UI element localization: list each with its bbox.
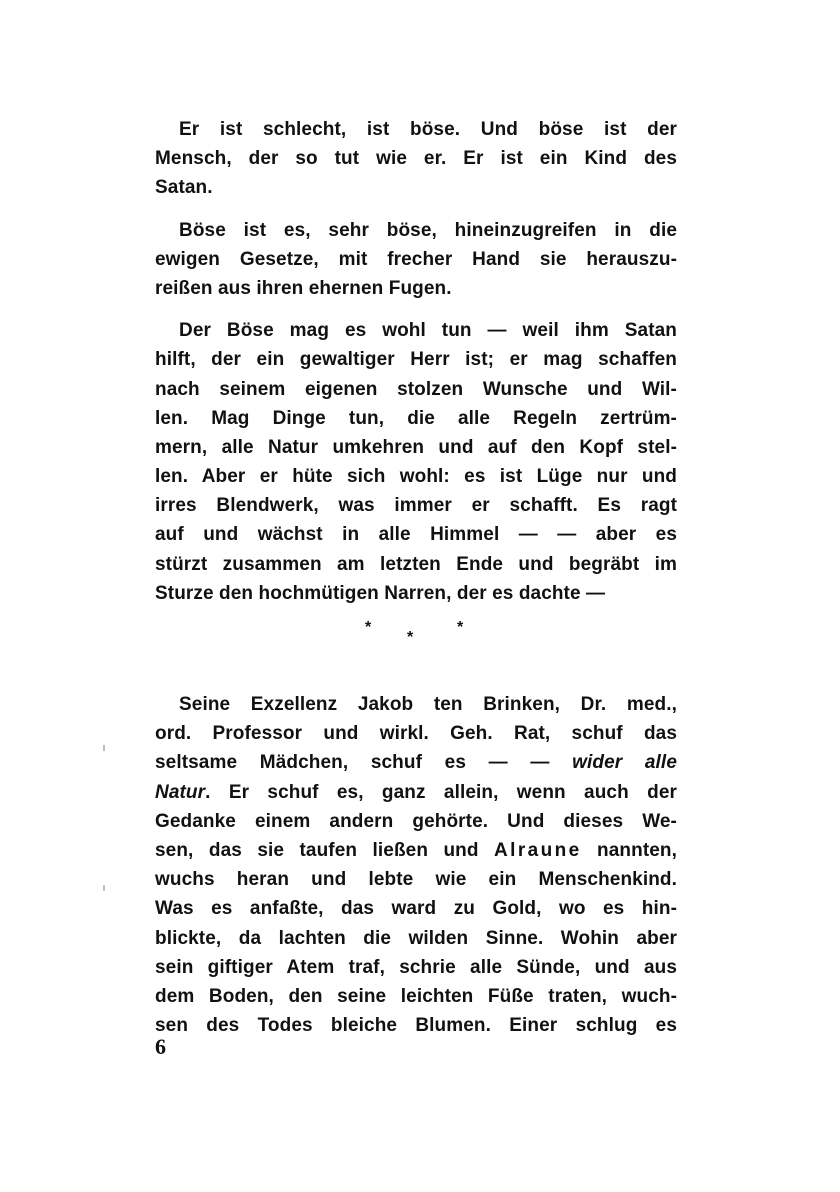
- text-line: irres Blendwerk, was immer er schafft. Es ragt: [155, 495, 677, 517]
- text-line: wuchs heran und lebte wie ein Menschenkind.: [155, 869, 677, 891]
- paragraph-gap: [155, 303, 677, 316]
- text-line: ord. Professor und wirkl. Geh. Rat, schuf das: [155, 723, 677, 745]
- text-line: blickte, da lachten die wilden Sinne. Wohin aber: [155, 927, 677, 949]
- text-line: nach seinem eigenen stolzen Wunsche und Wil-: [155, 378, 677, 400]
- text-line: dem Boden, den seine leichten Füße traten, wuch-: [155, 985, 677, 1007]
- text-line: Er ist schlecht, ist böse. Und böse ist der: [179, 119, 677, 140]
- italic-emphasis: wider alle: [572, 752, 677, 774]
- text-run: sen, das sie taufen ließen und: [155, 839, 495, 861]
- text-line: sein giftiger Atem traf, schrie alle Sünde, und aus: [155, 956, 677, 978]
- text-line: Böse ist es, sehr böse, hineinzugreifen in die: [179, 219, 677, 241]
- asterisk-ornament: *: [365, 619, 372, 636]
- text-line: [155, 748, 677, 777]
- text-line: [155, 836, 677, 865]
- text-line: Sturze den hochmütigen Narren, der es dachte —: [155, 582, 606, 604]
- text-line: Mensch, der so tut wie er. Er ist ein Kind des: [155, 148, 677, 170]
- text-line: [155, 778, 677, 807]
- text-line: Gedanke einem andern gehörte. Und dieses We-: [155, 810, 677, 832]
- paragraph-3: [155, 316, 677, 608]
- margin-speck: [103, 745, 105, 751]
- asterisk-ornament: *: [457, 619, 464, 636]
- text-line: sen des Todes bleiche Blumen. Einer schlug es: [155, 1015, 677, 1037]
- text-line: reißen aus ihren ehernen Fugen.: [155, 277, 452, 299]
- asterisk-ornament: *: [407, 629, 414, 646]
- text-line: Seine Exzellenz Jakob ten Brinken, Dr. med.,: [179, 694, 677, 715]
- italic-emphasis: Natur: [155, 781, 206, 803]
- text-block: [155, 115, 677, 1040]
- text-line: Der Böse mag es wohl tun — weil ihm Satan: [179, 320, 677, 342]
- text-line: ewigen Gesetze, mit frecher Hand sie herauszu-: [155, 248, 677, 270]
- text-line: stürzt zusammen am letzten Ende und begräbt im: [155, 553, 677, 575]
- text-run: seltsame Mädchen, schuf es — —: [155, 752, 573, 774]
- text-run: . Er schuf es, ganz allein, wenn auch der: [205, 781, 677, 803]
- text-run: nannten,: [581, 839, 677, 861]
- letterspaced-name: Alraune: [494, 839, 582, 861]
- text-line: Was es anfaßte, das ward zu Gold, wo es hin-: [155, 898, 677, 920]
- text-line: len. Mag Dinge tun, die alle Regeln zertrüm-: [155, 407, 677, 429]
- text-line: mern, alle Natur umkehren und auf den Kopf stel-: [155, 436, 677, 458]
- paragraph-gap: [155, 203, 677, 216]
- paragraph-4: [155, 690, 677, 1040]
- text-line: Satan.: [155, 177, 213, 199]
- text-line: len. Aber er hüte sich wohl: es ist Lüge nur und: [155, 466, 677, 488]
- section-separator: [155, 608, 677, 690]
- text-line: auf und wächst in alle Himmel — — aber es: [155, 524, 677, 546]
- page-number: 6: [155, 1034, 166, 1059]
- margin-speck: [103, 885, 105, 891]
- text-line: hilft, der ein gewaltiger Herr ist; er mag schaffen: [155, 349, 677, 371]
- paragraph-1: [155, 115, 677, 203]
- paragraph-2: [155, 216, 677, 304]
